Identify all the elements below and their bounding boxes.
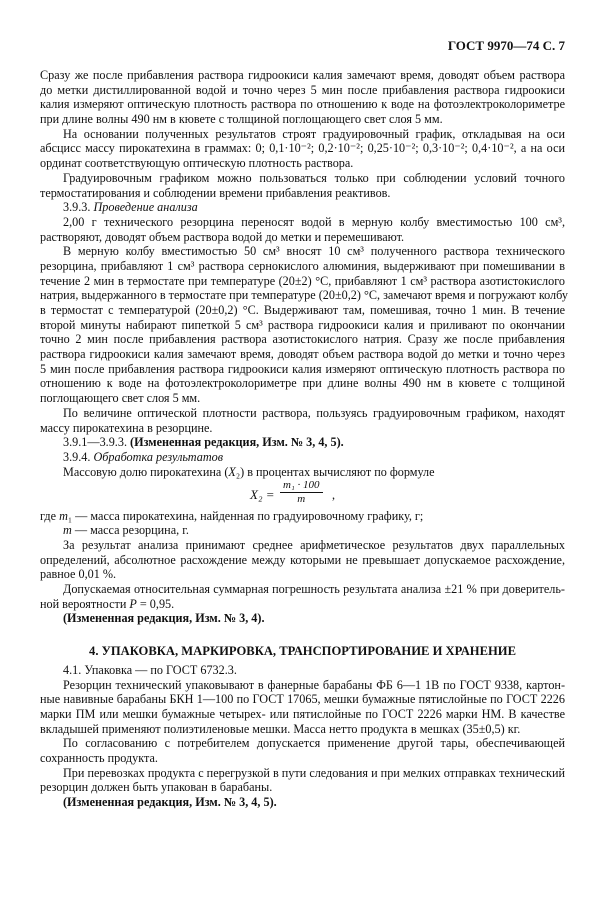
paragraph — [40, 582, 565, 611]
formula-comma: , — [332, 488, 336, 503]
text-line — [40, 450, 565, 465]
text-line — [40, 127, 565, 142]
text-segment: Сразу же после прибавления раствора гидроокиси калия замечают время, доводят объем раствора — [40, 68, 565, 82]
text-line — [40, 736, 565, 751]
text-segment: ные навивные барабаны БКН 1—100 по ГОСТ 17065, мешки бумажные пятислойные по ГОСТ 2226 — [40, 692, 565, 707]
text-line — [40, 376, 565, 391]
paragraph — [40, 68, 565, 127]
text-line — [40, 538, 565, 553]
text-segment: За результат анализа принимают среднее арифметическое результатов двух параллельных — [63, 538, 565, 553]
text-line — [40, 509, 565, 524]
text-segment: m — [59, 508, 68, 523]
formula — [40, 479, 565, 508]
text-line — [40, 303, 565, 318]
text-segment: Резорцин технический упаковывают в фанерные барабаны ФБ 6—1 1В по ГОСТ 9338, картон- — [63, 677, 565, 692]
text-segment: ной вероятности — [40, 596, 130, 611]
paragraph — [40, 450, 565, 465]
text-line — [40, 406, 565, 421]
text-line — [40, 97, 565, 112]
text-line — [40, 274, 565, 289]
text-line — [40, 141, 565, 156]
paragraph — [40, 465, 565, 480]
text-segment: — масса резорцина, г. — [71, 523, 189, 538]
text-segment: где — [40, 508, 60, 523]
text-line — [40, 391, 565, 406]
paragraph — [40, 766, 565, 795]
text-line — [40, 186, 565, 201]
text-line — [40, 692, 565, 707]
text-segment: = 0,95. — [136, 596, 175, 611]
formula-fraction — [280, 479, 323, 506]
text-segment: поглощающего свет слоя 5 мм. — [40, 391, 201, 406]
paragraph — [40, 244, 568, 406]
formula-lhs: X₂ = — [250, 487, 275, 503]
text-segment: раствора гидроокиси калия замечают время, доводят объем раствора водой до метки и точно через — [40, 347, 565, 362]
text-line — [40, 230, 565, 245]
paragraph — [40, 538, 565, 582]
formula-denominator: m — [297, 493, 306, 506]
text-segment: калия измеряют оптическую плотность раствора по отношению к воде на фотоэлектроколориметре — [40, 97, 565, 112]
paragraph — [40, 435, 565, 450]
text-segment: растворяют, доводят объем раствора водой до метки и перемешивают. — [40, 229, 405, 244]
text-segment: 3.9.4. — [63, 449, 94, 464]
text-segment: При перевозках продукта с перегрузкой в пути следования и при мелких отправках технический — [63, 765, 565, 780]
text-segment: Массовую долю пирокатехина ( — [63, 464, 229, 479]
paragraph — [40, 678, 565, 737]
text-line — [40, 332, 565, 347]
text-segment: вкладышей применяют полиэтиленовые мешки. Масса нетто продукта в мешках (35±0,5) кг. — [40, 721, 521, 736]
text-segment: ординат соответствующую оптическую плотность раствора. — [40, 156, 354, 171]
text-segment: марки ПМ или мешки бумажные четырех- или пятислойные по ГОСТ 2226 марки НМ. В качестве — [40, 706, 565, 721]
text-line — [40, 318, 565, 333]
text-segment: сохранность продукта. — [40, 750, 158, 765]
document-body — [40, 68, 568, 810]
text-line — [40, 435, 565, 450]
paragraph — [40, 795, 565, 810]
text-segment: течение 2 мин в термостате при температуре (20±2) °С, прибавляют 1 см³ раствора азотистокислого — [40, 273, 565, 288]
text-segment: (Измененная редакция, Изм. № 3, 4, 5). — [130, 435, 344, 450]
text-segment: В мерную колбу вместимостью 50 см³ вносят 10 см³ полученного раствора технического — [63, 244, 565, 259]
text-segment: до метки дистиллированной водой и точно через 5 мин после прибавления раствора гидроокиси — [40, 82, 565, 97]
text-segment: Обработка результатов — [93, 449, 224, 464]
text-line — [40, 288, 568, 303]
paragraph — [40, 736, 565, 765]
text-line — [40, 553, 565, 568]
text-segment: абсцисс массу пирокатехина в граммах: 0; 0,1·10⁻²; 0,2·10⁻²; 0,25·10⁻²; 0,3·10⁻²; 0,4·10⁻², а на оси — [40, 141, 565, 156]
text-segment: при длине волны 490 нм в кювете с толщиной поглощающего свет слоя 5 мм. — [40, 112, 443, 127]
section-heading: 4. УПАКОВКА, МАРКИРОВКА, ТРАНСПОРТИРОВАНИЕ И ХРАНЕНИЕ — [89, 644, 516, 659]
text-line — [40, 751, 565, 766]
text-line — [40, 582, 565, 597]
text-line — [40, 200, 565, 215]
text-segment: По согласованию с потребителем допускается применение другой тары, обеспечивающей — [63, 736, 565, 751]
formula-numerator: m₁ · 100 — [280, 479, 323, 493]
paragraph — [40, 171, 565, 200]
text-line — [40, 597, 565, 612]
text-line — [40, 465, 565, 480]
text-line — [40, 244, 565, 259]
paragraph — [40, 611, 565, 626]
paragraph — [40, 509, 565, 524]
text-segment: определений, абсолютное расхождение между которыми не превышает допускаемое расхождение, — [40, 552, 565, 567]
text-segment: равное 0,01 %. — [40, 567, 117, 582]
text-line — [40, 215, 565, 230]
text-segment: P — [129, 596, 137, 611]
text-segment: отношению к воде на фотоэлектроколориметре при длине волны 490 нм в кювете с толщиной — [40, 376, 565, 391]
text-line — [40, 611, 565, 626]
text-segment: ₁ — масса пирокатехина, найденная по градуировочному графику, г; — [67, 508, 424, 523]
text-segment: 2,00 г технического резорцина переносят водой в мерную колбу вместимостью 100 см³, — [63, 214, 565, 229]
text-segment: (Измененная редакция, Изм. № 3, 4). — [63, 611, 265, 626]
text-segment: второй минуты набирают пипеткой 5 см³ раствора гидроокиси калия и приливают по окончании — [40, 317, 565, 332]
text-line — [40, 678, 565, 693]
text-segment: натрия, выдержанного в термостате при температуре (20±0,2) °С, замечают время и погружают колбу — [40, 288, 568, 303]
text-segment: (Измененная редакция, Изм. № 3, 4, 5). — [63, 795, 277, 810]
text-line — [40, 421, 565, 436]
paragraph — [40, 200, 565, 215]
text-line — [40, 362, 565, 377]
text-segment: резорцин должен быть упакован в барабаны. — [40, 780, 273, 795]
text-segment: точно 2 мин после прибавления раствора азотистокислого натрия. Сразу же после прибавления — [40, 332, 565, 347]
text-line — [40, 68, 565, 83]
text-line — [40, 112, 565, 127]
paragraph — [40, 215, 565, 244]
text-line — [40, 523, 565, 538]
paragraph — [40, 406, 565, 435]
text-segment: X — [228, 464, 236, 479]
text-line — [40, 780, 565, 795]
text-segment: Проведение анализа — [93, 200, 198, 215]
text-segment: Градуировочным графиком можно пользоваться только при соблюдении условий точного — [63, 170, 565, 185]
page-header: ГОСТ 9970—74 С. 7 — [447, 38, 565, 53]
text-segment: резорцина, прибавляют 1 см³ раствора сернокислого алюминия, выдерживают при помешивании в — [40, 258, 565, 273]
text-line — [40, 347, 565, 362]
text-segment: термостатирования и соблюдении времени прибавления реактивов. — [40, 185, 391, 200]
text-segment: Допускаемая относительная суммарная погрешность результата анализа ±21 % при доверитель- — [63, 582, 565, 597]
text-line — [40, 259, 565, 274]
text-line — [40, 156, 565, 171]
text-segment: массу пирокатехина в резорцине. — [40, 420, 213, 435]
paragraph — [40, 127, 565, 171]
text-line — [40, 83, 565, 98]
text-segment: На основании полученных результатов строят градуировочный график, откладывая на оси — [63, 126, 565, 141]
text-line — [40, 766, 565, 781]
paragraph — [40, 663, 565, 678]
text-line — [40, 567, 565, 582]
text-segment: По величине оптической плотности раствора, пользуясь градуировочным графиком, находят — [63, 405, 565, 420]
text-line — [40, 707, 565, 722]
text-line — [40, 795, 565, 810]
text-segment: m — [63, 523, 72, 538]
text-segment: в термостат с температурой (20±0,2) °С. Выдерживают там, помешивая, точно 1 мин. В течение — [40, 303, 565, 317]
text-line — [40, 722, 565, 737]
text-segment: 4.1. Упаковка — по ГОСТ 6732.3. — [63, 662, 237, 677]
paragraph — [40, 523, 565, 538]
text-segment: 3.9.3. — [63, 200, 94, 215]
text-segment: 5 мин после прибавления раствора гидроокиси калия измеряют оптическую плотность раствора по — [40, 361, 565, 376]
text-segment: ₂) в процентах вычисляют по формуле — [235, 464, 435, 479]
text-segment: 3.9.1—3.9.3. — [63, 435, 131, 450]
text-line — [40, 663, 565, 678]
text-line — [40, 171, 565, 186]
